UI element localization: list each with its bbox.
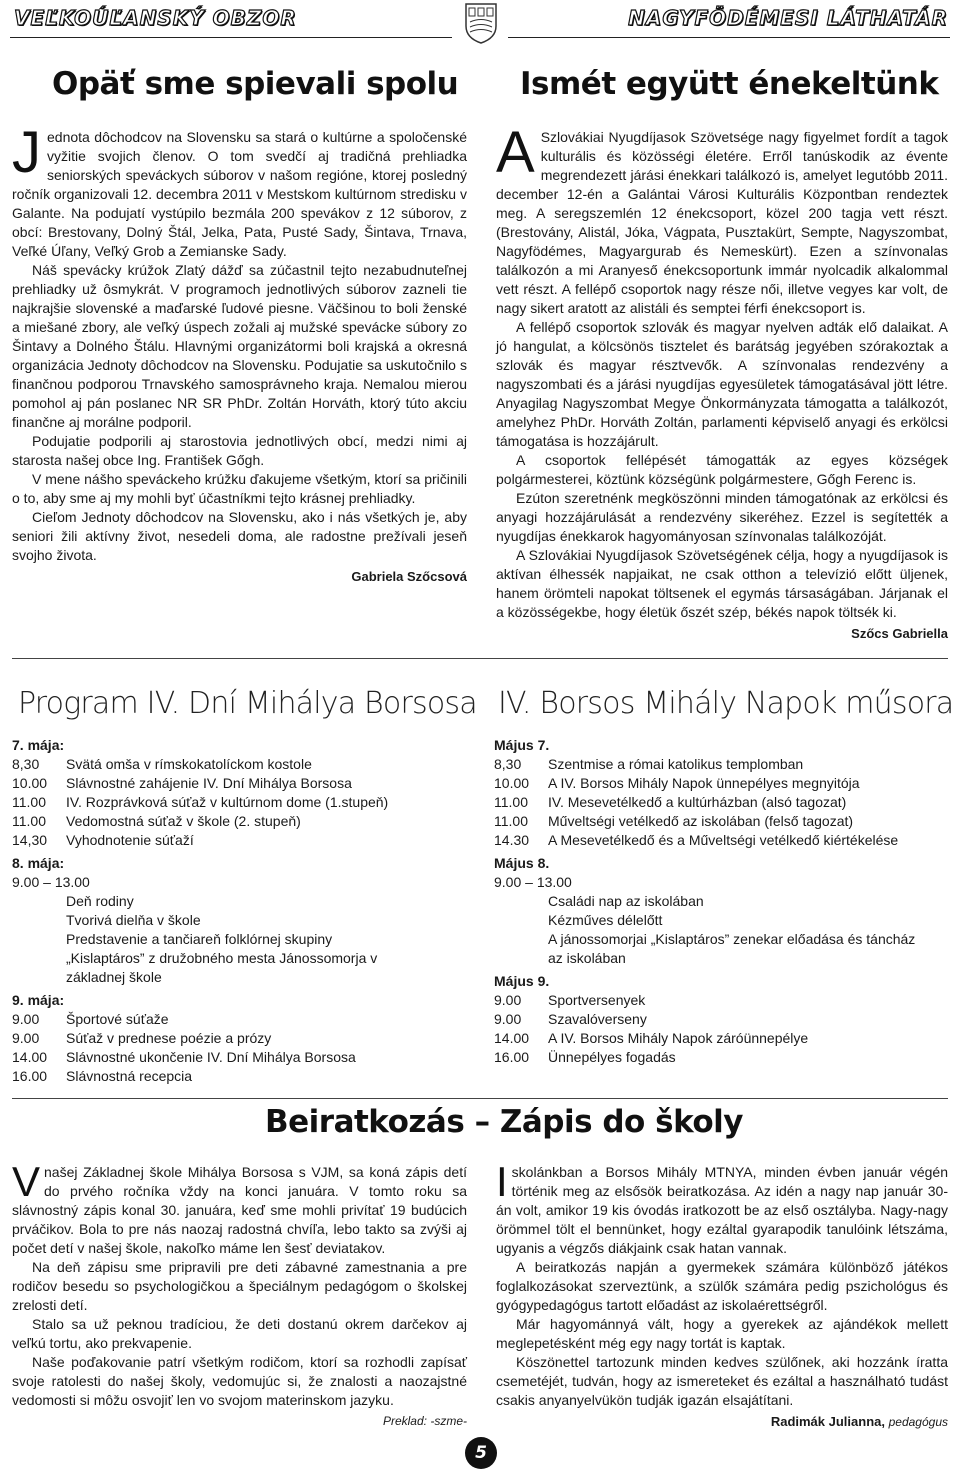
program-item: Deň rodiny <box>66 893 134 909</box>
coat-of-arms-icon <box>464 2 498 44</box>
masthead-left: VEĽKOÚĽANSKÝ OBZOR <box>14 6 297 30</box>
program-row <box>12 774 467 793</box>
article-sk-p2: Náš spevácky krúžok Zlatý dážď sa zúčastnil tejto nezabudnuteľnej prehliadky už ôsmykrát. V programoch jednotlivých súborov zazneli tie najkrajšie slovenské a maďarské ľudové piesne. Väčšinou to boli ženské a miešané zbory, ale veľký úspech zožali aj mužské spevácke súbory zo Šintavy a Dolného Štálu. Hlavnými organizátormi boli krajská a okresná organizácia Jednoty dôchodcov na Slovensku. Podujatie sa uskutočnilo s finančnou podporou Trnavského samosprávneho kraja. Nemalou mierou pomohol aj pán poslanec NR SR PhDr. Zoltán Horváth, ktorý túto akciu finančne aj morálne podporil. <box>12 262 467 430</box>
enrollment-hu-p3: Már hagyománnyá vált, hogy a gyerekek az ajándékok mellett meglepetésként még egy nagy tortát is kaptak. <box>496 1316 948 1351</box>
program-row <box>12 1029 467 1048</box>
program-row <box>494 1010 949 1029</box>
program-event: Vedomostná súťaž v škole (2. stupeň) <box>66 813 301 829</box>
program-event: Szentmise a római katolikus templomban <box>548 756 804 772</box>
article-hu <box>496 120 948 643</box>
signature-sk: Gabriela Szőcsová <box>351 569 467 584</box>
article-enrollment-sk <box>12 1158 467 1431</box>
enrollment-hu-p2: A beiratkozás napján a gyermekek számára különböző játékos foglalkozásokat szerveztünk, a szülők számára pedig pszichológus és gyógypedagógus tartott előadást az iskolaérettségről. <box>496 1259 948 1313</box>
article-hu-p2: A fellépő csoportok szlovák és magyar nyelven adták elő dalaikat. A jó hangulat, a kölcsönös tisztelet és barátság jegyében szórakoztak a szlovák és magyar résztvevők. A színvonalas rendezvény a nagyszombati és a járási nyugdíjas egyesületek támogatásával jött létre. Anyagilag Nagyszombat Megye Önkormányzata támogatta a találkozót, amelyhez PhDr. Horváth Zoltán, parlamenti képviselő anyagi és erkölcsi támogatása is hozzájárult. <box>496 319 948 449</box>
program-event: Szavalóverseny <box>548 1011 647 1027</box>
program-time-range: 9.00 – 13.00 <box>494 874 572 890</box>
article-hu-p1: Szlovákiai Nyugdíjasok Szövetsége nagy figyelmet fordít a tagok kulturális és közösségi életére. Erről tanúskodik az évente megrendezett járási énekkari találkozó is, amelyet legutóbb 2011. december 12-én a Galántai Városi Kulturális Központban rendeztek meg. A seregszemlén 12 énekcsoport, közel 200 tagja vett részt. (Brestovány, Alistál, Jóka, Vágpata, Pusztakürt, Sempte, Nagyszombat, Nagyfödémes, Magyargurab és Nemeskürt). Ezen a színvonalas találkozón a mi Aranyeső énekcsoportunk immár nyolcadik alkalommal vett részt. A fellépő csoportok nagy része női, illetve vegyes kar volt, de nagy sikert aratott az alistáli és semptei férfi énekcsoport is. <box>496 129 948 316</box>
program-event: Slávnostné zahájenie IV. Dní Mihálya Borsosa <box>66 775 352 791</box>
program-item: Tvorivá dielňa v škole <box>66 912 201 928</box>
dropcap-enrollment-sk: V <box>12 1158 41 1205</box>
program-event: Slávnostné ukončenie IV. Dní Mihálya Borsosa <box>66 1049 356 1065</box>
program-day-label: Május 7. <box>494 737 550 753</box>
program-row <box>494 812 949 831</box>
article-sk-p4: V mene nášho speváckeho krúžku ďakujeme všetkým, ktorí sa pričinili o to, aby sme aj my mohli byť účastníkmi tejto krásnej prehliadky. <box>12 471 468 506</box>
program-event: Vyhodnotenie súťaží <box>66 832 194 848</box>
program-sk <box>12 736 467 1086</box>
enrollment-sk-p1: našej Základnej škole Mihálya Borsosa s VJM, sa koná zápis detí do prvého ročníka vždy na konci januára. V tomto roku sa slávnostný zápis konal 30. januára, keď sme mohli privítať 19 budúcich prváčikov. Bola to pre nás naozaj radostná chvíľa, lebo takto sa zvýši aj počet detí v našej škole, nakoľko máme len šesť deviatakov. <box>12 1164 467 1256</box>
program-row <box>12 793 467 812</box>
program-time: 14,30 <box>12 832 48 848</box>
program-event: Súťaž v prednese poézie a prózy <box>66 1030 272 1046</box>
article-sk-p3: Podujatie podporili aj starostovia jednotlivých obcí, medzi nimi aj starosta našej obce Ing. František Gőgh. <box>12 433 467 468</box>
article-sk-p5: Cieľom Jednoty dôchodcov na Slovensku, ako i nás všetkých je, aby seniori žili aktívny život, nesedeli doma, ale radostne prežívali jeseň svojho života. <box>12 509 467 563</box>
article-enrollment-hu <box>496 1158 948 1432</box>
program-title-hu: IV. Borsos Mihály Napok műsora <box>498 686 954 721</box>
article-hu-p5: A Szlovákiai Nyugdíjasok Szövetségének célja, hogy a nyugdíjasok is aktívan élhessék napjaikat, ne csak otthon a televízió előtt üljenek, hanem örömteli napokat töltsenek el egymás társaságában. Járjanak el a közösségekbe, hogy életük őszét szép, békés napok töltsék ki. <box>496 547 948 620</box>
enrollment-sk-p3: Stalo sa už peknou tradíciou, že deti dostanú okrem darčekov aj veľkú tortu, ako prekvapenie. <box>12 1316 467 1351</box>
translation-credit: Preklad: -szme- <box>382 1414 467 1428</box>
section-divider-bottom <box>12 1098 948 1099</box>
enrollment-sk-p2: Na deň zápisu sme pripravili pre deti zábavné zamestnania a pre rodičov besedu so psychologičkou a špeciálnym pedagógom o školskej zrelosti detí. <box>12 1259 467 1313</box>
signature-enrollment-hu <box>496 1412 948 1432</box>
program-row <box>494 774 949 793</box>
program-time: 9.00 <box>12 1011 40 1027</box>
program-item: A jánossomorjai „Kislaptáros” zenekar előadása és táncház az iskolában <box>548 931 916 966</box>
program-event: Svätá omša v rímskokatolíckom kostole <box>66 756 312 772</box>
signature-role: pedagógus <box>888 1415 948 1429</box>
program-time: 9.00 <box>494 992 522 1008</box>
program-row <box>12 1067 467 1086</box>
signature-hu: Szőcs Gabriella <box>851 626 948 641</box>
program-event: IV. Rozprávková súťaž v kultúrnom dome (1.stupeň) <box>66 794 389 810</box>
program-event: IV. Mesevetélkedő a kultúrházban (alsó tagozat) <box>548 794 847 810</box>
program-item: Predstavenie a tančiareň folklórnej skupiny „Kislaptáros” z družobného mesta Jánossomorja v základnej škole <box>66 931 378 985</box>
program-row <box>12 755 467 774</box>
program-row <box>494 755 949 774</box>
program-event: Sportversenyek <box>548 992 646 1008</box>
article-sk-p1: ednota dôchodcov na Slovensku sa stará o kultúrne a spoločenské vyžitie svojich členov. O tom svedčí aj tradičná prehliadka seniorských speváckych súborov v našom regióne, ktorej posledný ročník organizovali 12. decembra 2011 v Mestskom kultúrnom stredisku v Galante. Na podujatí vystúpilo bezmála 200 spevákov z 12 súborov, z obcí: Brestovany, Dolný Štál, Jelka, Pata, Pusté Sady, Šintava, Trnava, Veľké Úľany, Veľký Grob a Zemianske Sady. <box>12 129 467 259</box>
program-time: 14.30 <box>494 832 530 848</box>
program-event: A IV. Borsos Mihály Napok záróünnepélye <box>548 1030 809 1046</box>
section-divider-top <box>12 658 948 659</box>
program-day-label: Május 8. <box>494 855 550 871</box>
dropcap-hu: A <box>496 120 535 185</box>
header-rule-left <box>10 37 452 38</box>
enrollment-hu-p1: skolánkban a Borsos Mihály MTNYA, minden évben január végén történik meg az elsősök beiratkozása. Az idén a nagy nap január 30-án volt, amikor 19 kis óvodás iratkozott be az első osztályba. Nagy-nagy örömmel tölt el bennünket, hogy ezáltal gyarapodik tanulóink létszáma, ugyanis a végzős diákjaink csak hatan vannak. <box>496 1164 948 1256</box>
enrollment-sk-p4: Naše poďakovanie patrí všetkým rodičom, ktorí sa rozhodli zapísať svoje ratolesti do našej školy, vedomujúc si, že znalosti a naozajstné vedomosti si môžu osvojiť len vo svojom materinskom jazyku. <box>12 1354 467 1408</box>
program-time: 16.00 <box>12 1068 48 1084</box>
program-item: Családi nap az iskolában <box>548 893 704 909</box>
program-time: 10.00 <box>12 775 48 791</box>
headline-hu: Ismét együtt énekeltünk <box>520 66 939 102</box>
header-rule-right <box>508 37 950 38</box>
program-time: 8,30 <box>12 756 40 772</box>
program-event: Műveltségi vetélkedő az iskolában (felső tagozat) <box>548 813 854 829</box>
program-row <box>12 1048 467 1067</box>
program-row <box>494 1048 949 1067</box>
program-event: Športové súťaže <box>66 1011 169 1027</box>
program-event: Ünnepélyes fogadás <box>548 1049 676 1065</box>
program-row <box>494 991 949 1010</box>
program-day-label: 9. mája: <box>12 992 65 1008</box>
program-time: 11.00 <box>494 794 528 810</box>
program-time-range: 9.00 – 13.00 <box>12 874 90 890</box>
program-row <box>494 793 949 812</box>
program-row <box>12 831 467 850</box>
program-time: 11.00 <box>12 813 46 829</box>
program-time: 11.00 <box>494 813 528 829</box>
program-row <box>12 812 467 831</box>
program-time: 11.00 <box>12 794 46 810</box>
program-day-label: 7. mája: <box>12 737 65 753</box>
article-hu-p4: Ezúton szeretnénk megköszönni minden támogatónak az erkölcsi és anyagi hozzájárulását a rendezvény sikeréhez. Ezzel is segítették a nyugdíjas énekkarok hagyományosan színvonalas találkozóját. <box>496 490 948 544</box>
masthead-right: NAGYFÖDÉMESI LÁTHATÁR <box>628 6 948 30</box>
program-event: A Mesevetélkedő és a Műveltségi vetélkedő kiértékelése <box>548 832 899 848</box>
article-hu-p3: A csoportok fellépését támogatták az egyes községek polgármesterei, köztünk községünk polgármestere, Gőgh Ferenc is. <box>496 452 948 487</box>
dropcap-enrollment-hu: I <box>496 1158 508 1205</box>
program-row <box>494 831 949 850</box>
headline-sk: Opäť sme spievali spolu <box>52 66 459 102</box>
enrollment-hu-p4: Köszönettel tartozunk minden kedves szülőnek, aki hozzánk íratta csemetéjét, tudván, hogy az ismereteket és ezáltal a használható tudást csakis anyanyelvükön tudják igazán elsajátítani. <box>496 1354 948 1408</box>
program-hu <box>494 736 949 1067</box>
page-number: 5 <box>465 1437 497 1469</box>
program-day-label: Május 9. <box>494 973 550 989</box>
program-time: 9.00 <box>12 1030 40 1046</box>
program-time: 8,30 <box>494 756 522 772</box>
program-day-label: 8. mája: <box>12 855 65 871</box>
program-title-sk: Program IV. Dní Mihálya Borsosa <box>18 686 477 721</box>
program-time: 14.00 <box>12 1049 48 1065</box>
dropcap-sk: J <box>12 120 41 185</box>
program-time: 10.00 <box>494 775 530 791</box>
signature-name: Radimák Julianna, <box>770 1414 885 1429</box>
headline-enrollment: Beiratkozás – Zápis do školy <box>265 1104 743 1140</box>
program-time: 14.00 <box>494 1030 530 1046</box>
program-event: Slávnostná recepcia <box>66 1068 193 1084</box>
program-event: A IV. Borsos Mihály Napok ünnepélyes megnyitója <box>548 775 860 791</box>
program-row <box>494 1029 949 1048</box>
program-time: 16.00 <box>494 1049 530 1065</box>
article-sk <box>12 120 468 586</box>
program-item: Kézműves délelőtt <box>548 912 663 928</box>
program-row <box>12 1010 467 1029</box>
program-time: 9.00 <box>494 1011 522 1027</box>
